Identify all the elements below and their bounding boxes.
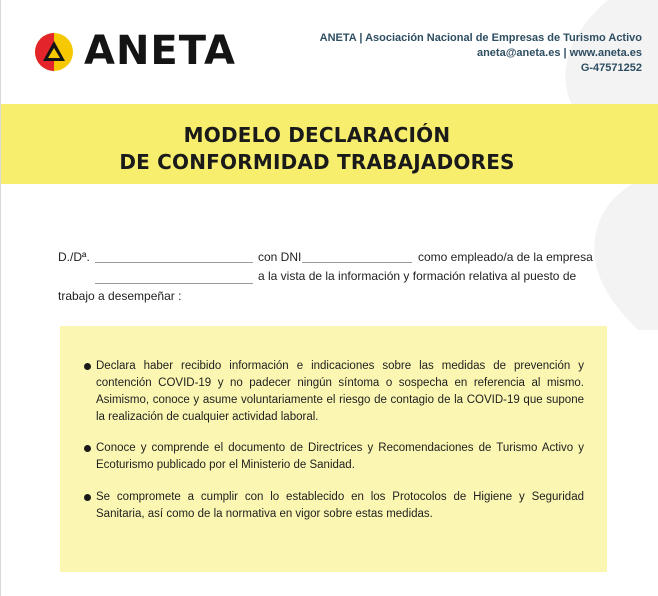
page-left-border <box>0 0 1 596</box>
employee-text: como empleado/a de la empresa <box>418 250 593 264</box>
name-label: D./Dª. <box>58 250 90 264</box>
declaration-item <box>84 440 584 474</box>
bullet-icon <box>84 363 91 370</box>
declaration-item <box>84 358 584 426</box>
bullet-icon <box>84 445 91 452</box>
declaration-text: Conoce y comprende el documento de Directrices y Recomendaciones de Turismo Activo y Ecoturismo publicado por el Ministerio de Sanidad. <box>96 442 584 471</box>
organization-name: ANETA | Asociación Nacional de Empresas de Turismo Activo <box>319 32 642 44</box>
bullet-icon <box>84 494 91 501</box>
dni-field[interactable] <box>302 262 412 263</box>
declaration-text: Se compromete a cumplir con lo establecido en los Protocolos de Higiene y Seguridad Sanitaria, así como de la normativa en vigor sobre estas medidas. <box>96 491 584 520</box>
title-line-2: DE CONFORMIDAD TRABAJADORES <box>119 150 515 174</box>
organization-info <box>320 31 642 76</box>
declarations-box <box>60 326 607 572</box>
aneta-logo <box>34 26 244 76</box>
company-field[interactable] <box>95 283 253 284</box>
declaration-item <box>84 489 584 523</box>
dni-label: con DNI <box>258 250 302 264</box>
aneta-logo-mark-icon <box>34 32 74 72</box>
tax-id: G-47571252 <box>580 62 642 74</box>
document-title <box>0 122 634 176</box>
logo-wordmark: ANETA <box>84 28 236 74</box>
contact-links[interactable]: aneta@aneta.es | www.aneta.es <box>476 47 642 59</box>
info-text: a la vista de la información y formación relativa al puesto de <box>258 269 577 283</box>
name-field[interactable] <box>95 262 253 263</box>
title-line-1: MODELO DECLARACIÓN <box>183 123 451 147</box>
job-text: trabajo a desempeñar : <box>58 289 182 303</box>
declaration-text: Declara haber recibido información e indicaciones sobre las medidas de prevención y contención COVID-19 y no padecer ningún síntoma o sospecha en referencia al mismo. Asimismo, conoce y asume voluntariamente el riesgo de contagio de la COVID-19 que supone la realización de cualquier actividad laboral. <box>96 360 584 423</box>
